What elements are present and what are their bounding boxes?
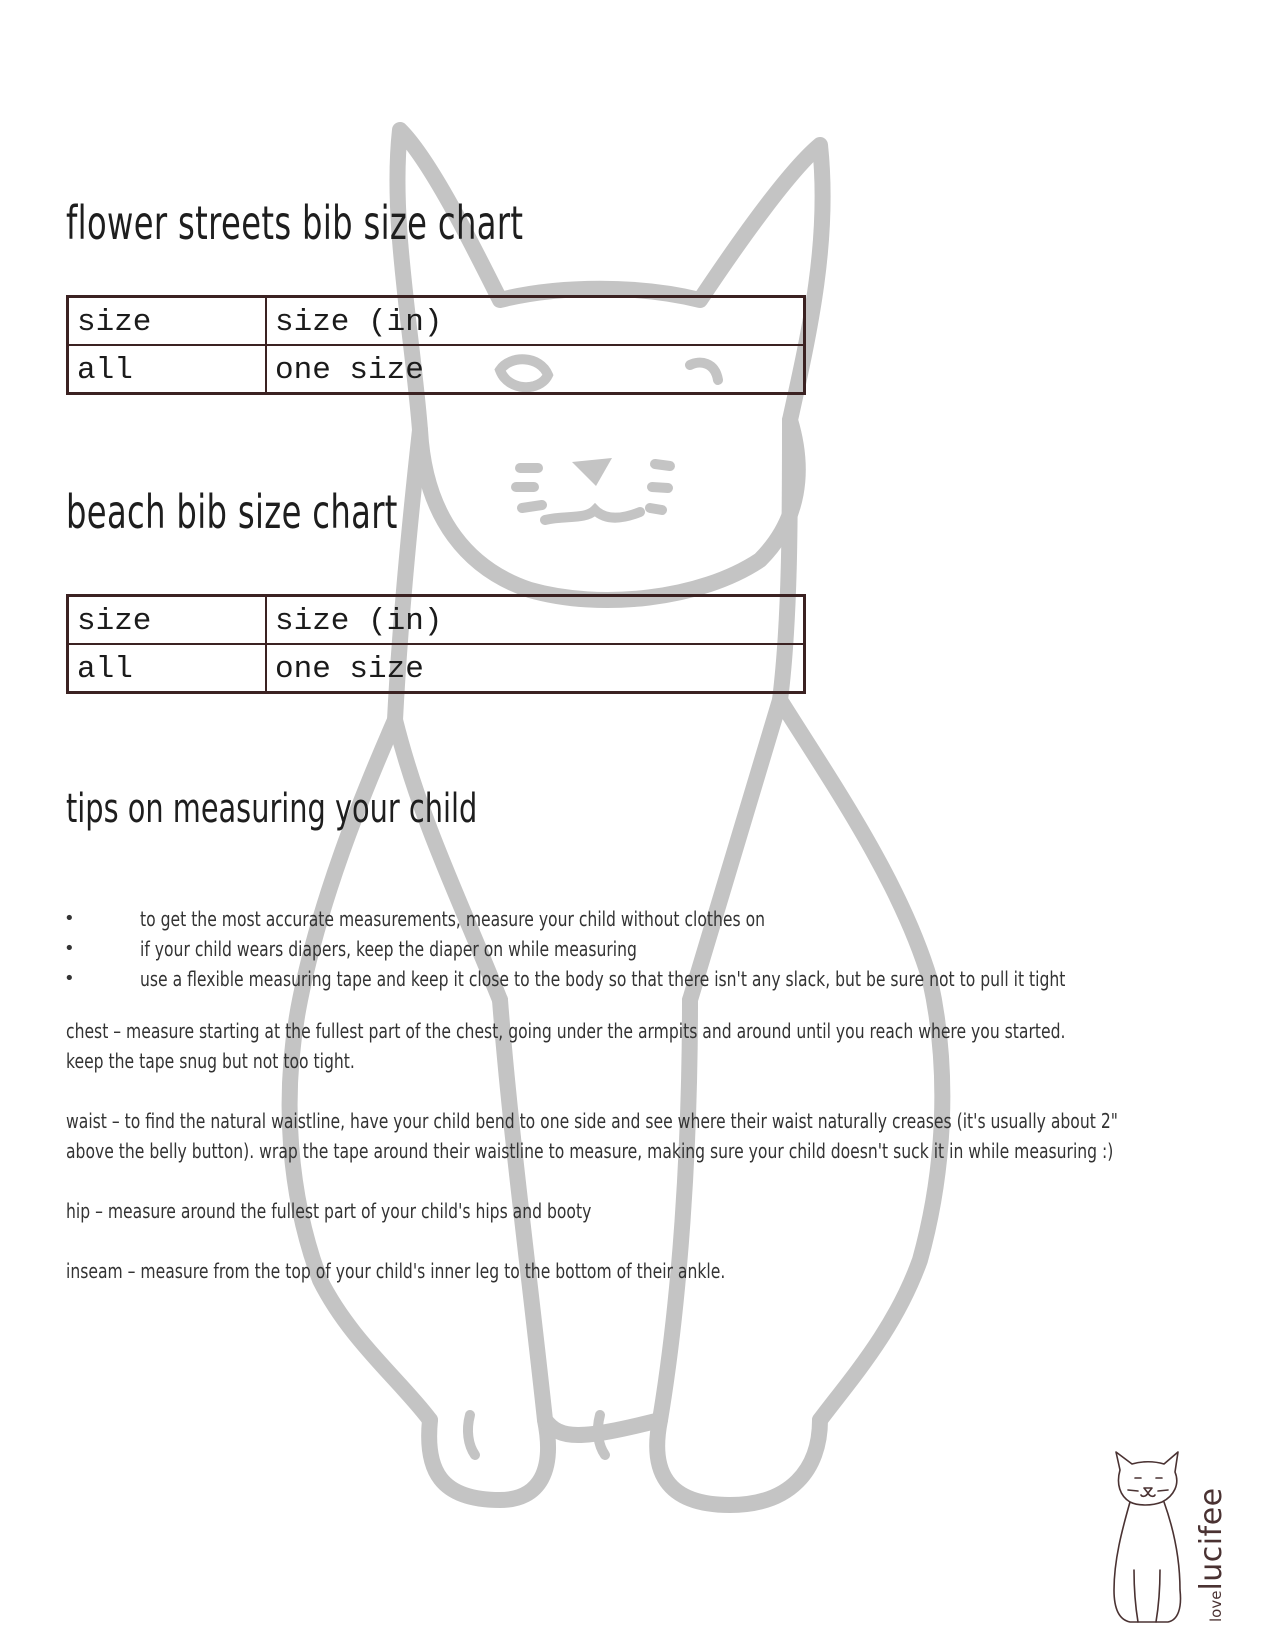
brand-word-lucifee: lucifee (1194, 1487, 1229, 1591)
hip-instructions: hip – measure around the fullest part of your child's hips and booty (66, 1199, 592, 1223)
table-row (68, 345, 805, 394)
tips-title: tips on measuring your child (66, 786, 478, 832)
table-row (68, 644, 805, 693)
brand-logo (1108, 1450, 1233, 1630)
size-table-flower-streets (66, 295, 806, 395)
chest-line-1: chest – measure starting at the fullest part of the chest, going under the armpits and around until you reach where you started. (66, 1019, 1066, 1043)
chest-instructions (66, 1016, 1236, 1076)
header-cell-size-in: size (in) (266, 596, 805, 645)
cell-size: all (68, 345, 267, 394)
chest-line-2: keep the tape snug but not too tight. (66, 1049, 355, 1073)
chart-title-flower-streets: flower streets bib size chart (66, 196, 524, 250)
header-cell-size: size (68, 297, 267, 346)
tip-text: to get the most accurate measurements, measure your child without clothes on (140, 907, 766, 931)
chart-title-beach: beach bib size chart (66, 485, 398, 539)
brand-wordmark (1194, 1487, 1229, 1622)
cell-size-in: one size (266, 644, 805, 693)
bullet-icon: • (64, 938, 75, 959)
brand-word-love: love (1207, 1590, 1225, 1622)
waist-line-1: waist – to find the natural waistline, have your child bend to one side and see where their waist naturally creases (it's usually about 2" (66, 1109, 1118, 1133)
bullet-icon: • (64, 968, 75, 989)
bullet-icon: • (64, 908, 75, 929)
tip-text: use a flexible measuring tape and keep it close to the body so that there isn't any slack, but be sure not to pull it tight (140, 967, 1066, 991)
cell-size: all (68, 644, 267, 693)
waist-line-2: above the belly button). wrap the tape around their waistline to measure, making sure your child doesn't suck it in while measuring :) (66, 1139, 1114, 1163)
size-table-beach (66, 594, 806, 694)
tip-text: if your child wears diapers, keep the diaper on while measuring (140, 937, 637, 961)
cell-size-in: one size (266, 345, 805, 394)
header-cell-size-in: size (in) (266, 297, 805, 346)
table-header-row (68, 596, 805, 645)
table-header-row (68, 297, 805, 346)
waist-instructions (66, 1106, 1236, 1166)
inseam-instructions: inseam – measure from the top of your child's inner leg to the bottom of their ankle. (66, 1259, 726, 1283)
cat-logo-icon (1108, 1450, 1188, 1625)
header-cell-size: size (68, 596, 267, 645)
